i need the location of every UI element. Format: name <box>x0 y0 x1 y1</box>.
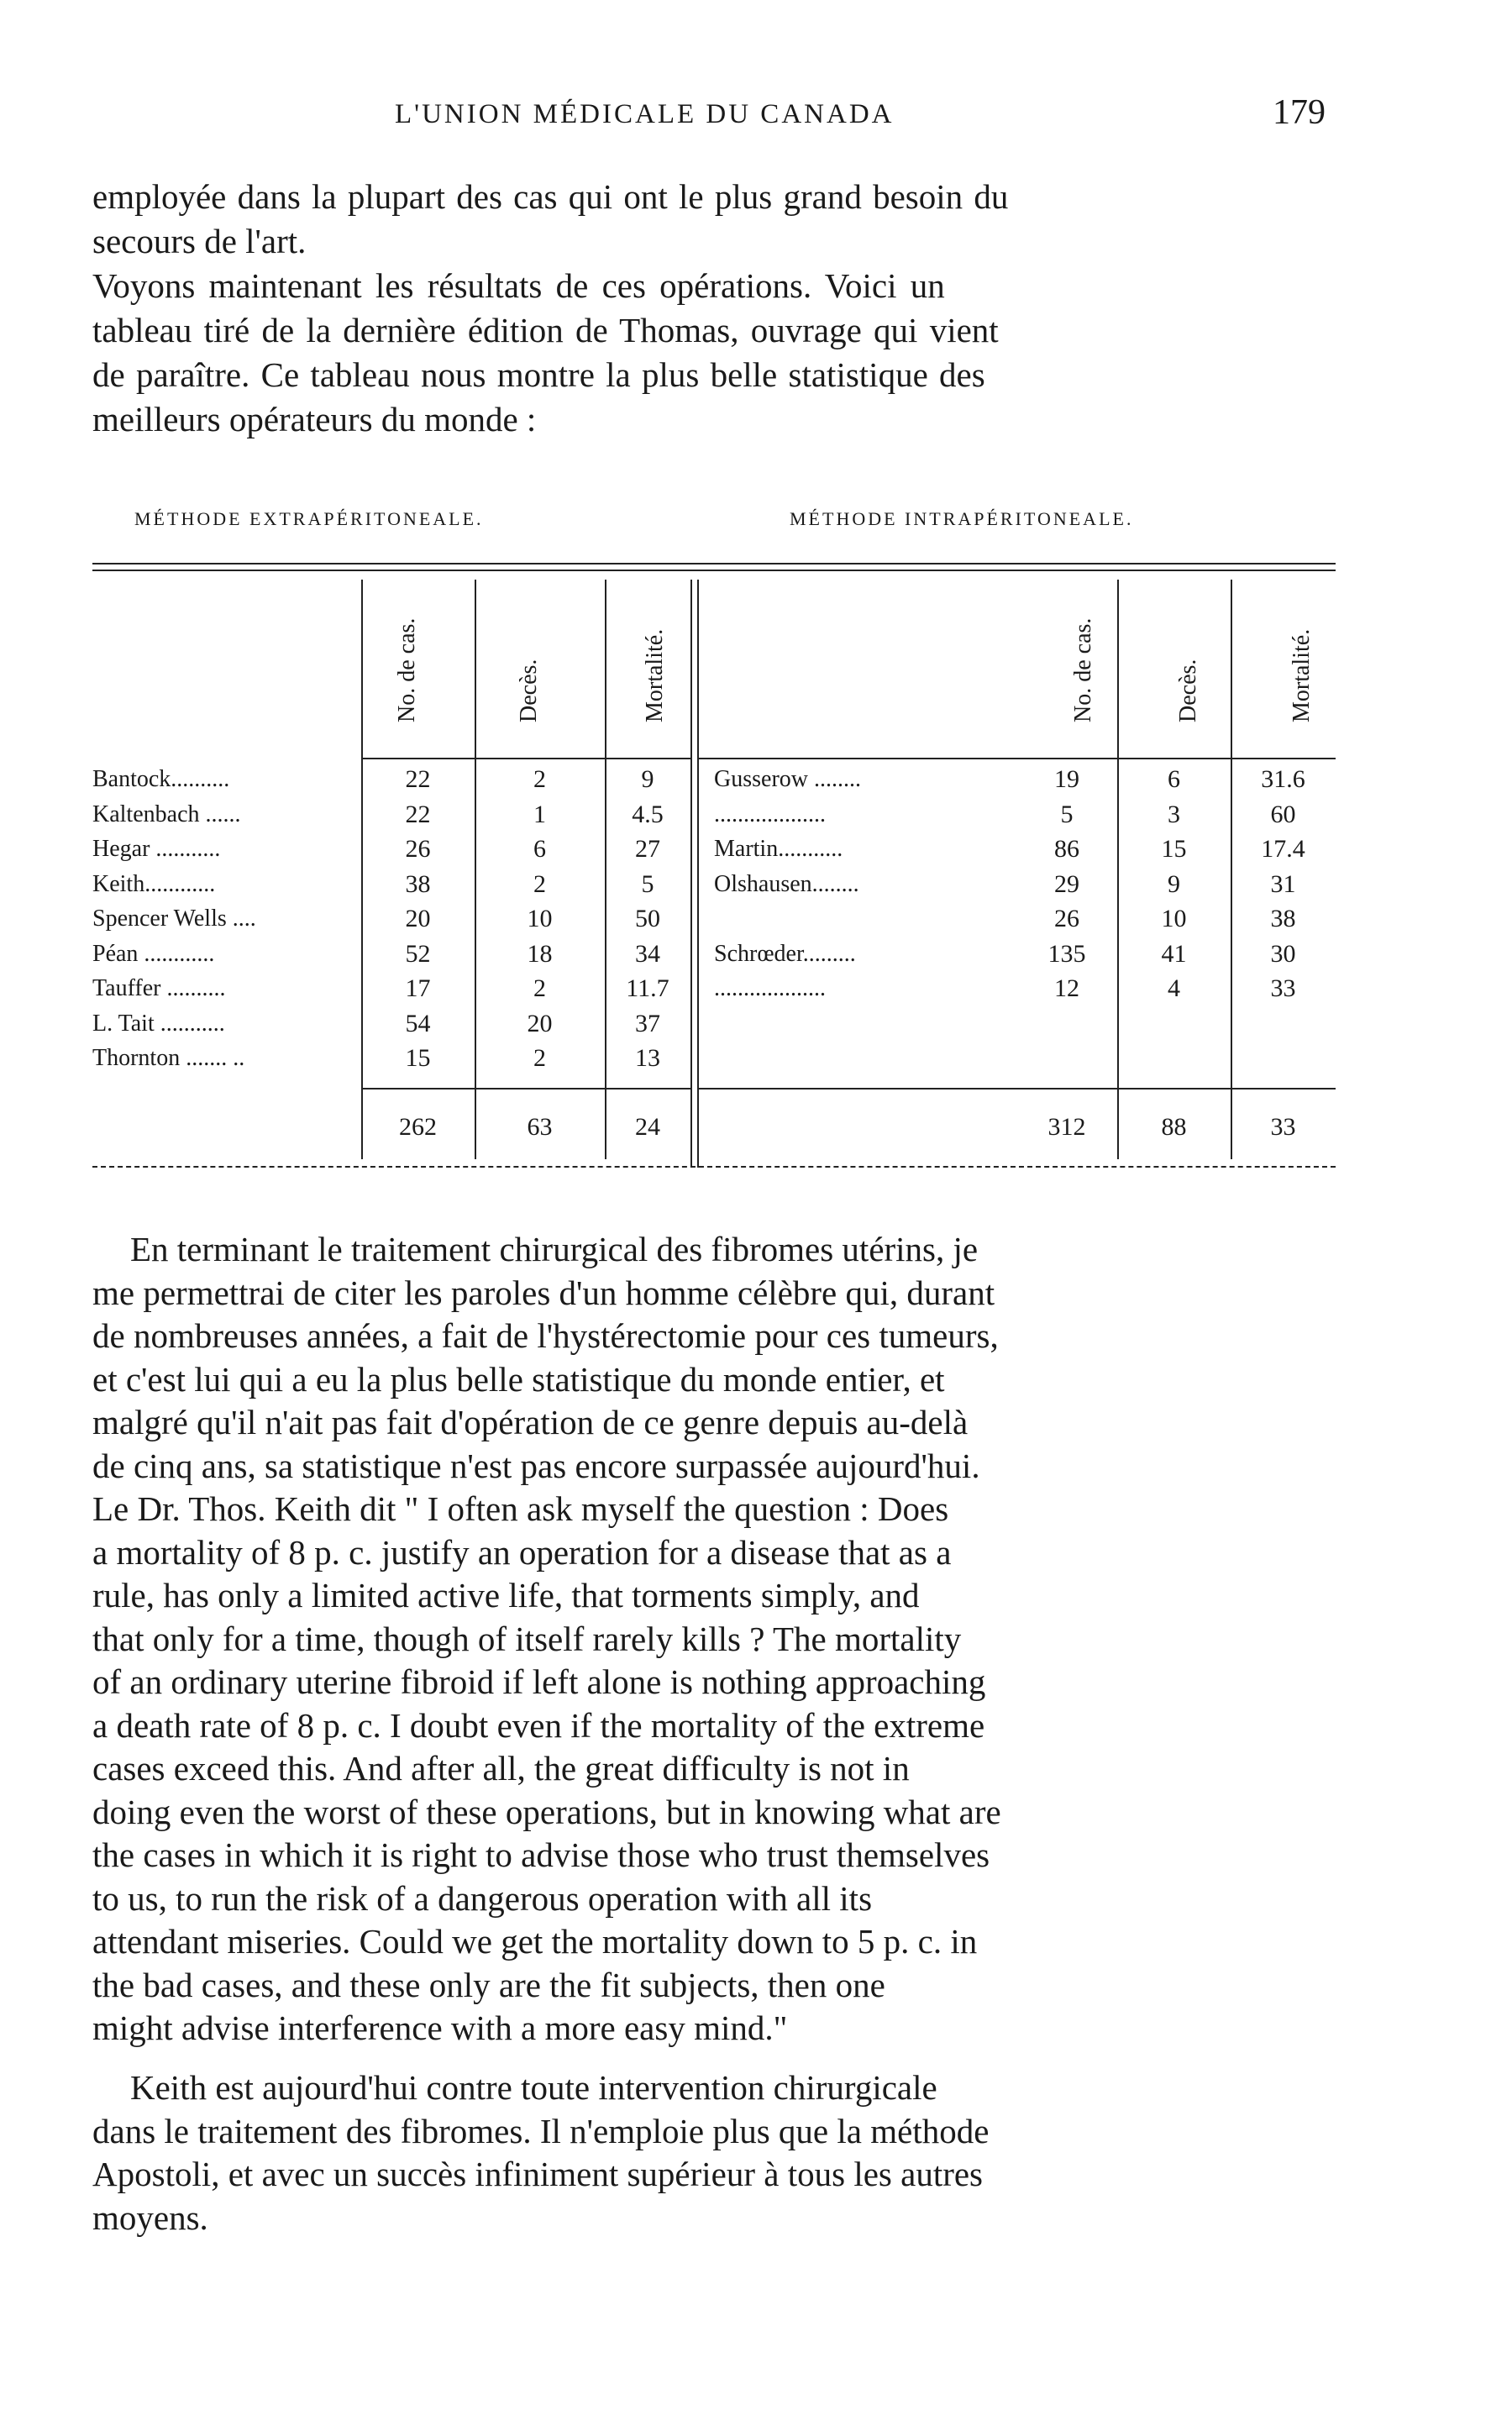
surgeon-name-cell <box>714 902 1016 936</box>
table-cell-cases: 54 <box>405 1009 431 1037</box>
column-header-cases: No. de cas. <box>394 617 420 722</box>
text-line: meilleurs opérateurs du monde : <box>92 400 537 438</box>
table-cell-cases: 22 <box>405 800 431 828</box>
closing-paragraph <box>92 1228 1001 2050</box>
table-cell-mortality: 60 <box>1270 800 1296 828</box>
header-rule <box>361 758 690 759</box>
statistics-table <box>92 563 1336 1168</box>
text-line: Keith est aujourd'hui contre toute intervention chirurgicale <box>130 2068 937 2107</box>
table-cell-mortality: 50 <box>635 905 660 932</box>
text-line: Voyons maintenant les résultats de ces opérations. Voici un <box>92 266 945 305</box>
text-line: de nombreuses années, a fait de l'hystérectomie pour ces tumeurs, <box>92 1316 999 1355</box>
table-cell-deaths: 15 <box>1161 835 1187 863</box>
text-line: me permettrai de citer les paroles d'un homme célèbre qui, durant <box>92 1273 995 1312</box>
method-divider <box>697 580 699 1168</box>
text-line: of an ordinary uterine fibroid if left alone is nothing approaching <box>92 1662 986 1701</box>
table-cell-deaths: 3 <box>1168 800 1180 828</box>
total-cases: 262 <box>399 1113 437 1141</box>
table-cell-mortality: 13 <box>635 1044 660 1072</box>
text-line: doing even the worst of these operations, but in knowing what are <box>92 1792 1001 1831</box>
table-cell-cases: 86 <box>1054 835 1079 863</box>
method-divider <box>690 580 692 1168</box>
text-line: attendant miseries. Could we get the mortality down to 5 p. c. in <box>92 1922 978 1961</box>
table-cell-cases: 26 <box>1054 905 1079 932</box>
table-cell-deaths: 10 <box>1161 905 1187 932</box>
text-line: a mortality of 8 p. c. justify an operation for a disease that as a <box>92 1532 952 1572</box>
surgeon-name-cell: Hegar ........... <box>92 836 221 862</box>
surgeon-name-cell: Gusserow ........ <box>714 766 861 792</box>
surgeon-name-cell: ................... <box>714 975 826 1001</box>
method-extra-heading: MÉTHODE EXTRAPÉRITONEALE. <box>134 508 484 529</box>
text-line: might advise interference with a more easy mind." <box>92 2008 788 2047</box>
column-header-deaths: Decès. <box>516 659 542 722</box>
column-header-mortality: Mortalité. <box>642 628 668 722</box>
text-line: moyens. <box>92 2197 208 2237</box>
table-cell-cases: 17 <box>405 974 431 1002</box>
surgeon-name-cell: Bantock.......... <box>92 766 230 792</box>
table-cell-mortality: 38 <box>1270 905 1296 932</box>
table-bottom-rule <box>92 1166 1336 1168</box>
text-line: Apostoli, et avec un succès infiniment supérieur à tous les autres <box>92 2155 984 2193</box>
table-cell-mortality: 4.5 <box>632 800 664 828</box>
table-cell-deaths: 6 <box>1168 765 1180 793</box>
table-cell-cases: 20 <box>405 905 431 932</box>
column-header-cases: No. de cas. <box>1070 617 1096 722</box>
table-cell-deaths: 2 <box>533 974 546 1002</box>
table-cell-cases: 15 <box>405 1044 431 1072</box>
table-cell-mortality: 34 <box>635 939 660 968</box>
text-line: malgré qu'il n'ait pas fait d'opération de ce genre depuis au-delà <box>92 1403 969 1441</box>
final-paragraph <box>92 2066 989 2239</box>
total-deaths: 88 <box>1161 1113 1187 1141</box>
column-header-mortality: Mortalité. <box>1289 628 1315 722</box>
table-cell-cases: 12 <box>1054 974 1079 1002</box>
text-line: dans le traitement des fibromes. Il n'emploie plus que la méthode <box>92 2111 990 2150</box>
surgeon-name-cell: Thornton ....... .. <box>92 1045 245 1071</box>
total-mortality: 33 <box>1270 1113 1296 1141</box>
text-line: a death rate of 8 p. c. I doubt even if the mortality of the extreme <box>92 1705 985 1745</box>
table-cell-mortality: 30 <box>1270 939 1296 968</box>
table-cell-cases: 135 <box>1047 939 1086 968</box>
total-rule <box>697 1088 1336 1089</box>
text-line: secours de l'art. <box>92 222 307 260</box>
table-cell-cases: 22 <box>405 765 431 793</box>
text-line: Le Dr. Thos. Keith dit " I often ask myself the question : Does <box>92 1489 949 1528</box>
text-line: to us, to run the risk of a dangerous operation with all its <box>92 1878 873 1918</box>
text-line: et c'est lui qui a eu la plus belle statistique du monde entier, et <box>92 1359 945 1399</box>
table-cell-mortality: 11.7 <box>626 974 669 1002</box>
total-deaths: 63 <box>527 1113 553 1141</box>
running-head: L'UNION MÉDICALE DU CANADA <box>395 99 895 129</box>
surgeon-name-cell: Martin........... <box>714 836 843 862</box>
total-rule <box>361 1088 690 1089</box>
text-line: the bad cases, and these only are the fit subjects, then one <box>92 1965 885 2004</box>
table-cell-mortality: 5 <box>641 869 654 898</box>
table-cell-cases: 38 <box>405 869 431 898</box>
surgeon-name-cell: Péan ............ <box>92 940 215 967</box>
table-cell-mortality: 9 <box>641 765 654 793</box>
table-cell-deaths: 2 <box>533 869 546 898</box>
text-line: the cases in which it is right to advise those who trust themselves <box>92 1835 990 1874</box>
table-cell-mortality: 27 <box>635 835 660 863</box>
header-rule <box>697 758 1336 759</box>
table-cell-deaths: 2 <box>533 1044 546 1072</box>
table-cell-deaths: 20 <box>527 1009 553 1037</box>
table-cell-mortality: 37 <box>635 1009 660 1037</box>
surgeon-name-cell: Tauffer .......... <box>92 975 226 1001</box>
table-cell-deaths: 9 <box>1168 869 1180 898</box>
surgeon-name-cell: Spencer Wells .... <box>92 906 256 932</box>
table-cell-mortality: 33 <box>1270 974 1296 1002</box>
table-cell-mortality: 17.4 <box>1261 835 1305 863</box>
table-cell-cases: 19 <box>1054 765 1079 793</box>
table-cell-cases: 26 <box>405 835 431 863</box>
method-intra-heading: MÉTHODE INTRAPÉRITONEALE. <box>790 508 1134 529</box>
surgeon-name-cell: Kaltenbach ...... <box>92 801 241 827</box>
table-cell-deaths: 1 <box>533 800 546 828</box>
table-cell-deaths: 2 <box>533 765 546 793</box>
table-cell-mortality: 31 <box>1270 869 1296 898</box>
table-cell-cases: 5 <box>1060 800 1074 828</box>
table-cell-mortality: 31.6 <box>1261 765 1305 793</box>
text-line: de cinq ans, sa statistique n'est pas encore surpassée aujourd'hui. <box>92 1446 980 1485</box>
table-cell-cases: 29 <box>1054 869 1079 898</box>
text-line: de paraître. Ce tableau nous montre la plus belle statistique des <box>92 355 985 394</box>
column-header-deaths: Decès. <box>1175 659 1201 722</box>
intro-paragraph <box>92 175 1008 442</box>
text-line: En terminant le traitement chirurgical des fibromes utérins, je <box>130 1230 979 1268</box>
surgeon-name-cell: Keith............ <box>92 870 216 897</box>
table-cell-deaths: 41 <box>1161 939 1187 968</box>
table-cell-cases: 52 <box>405 939 431 968</box>
text-line: that only for a time, though of itself rarely kills ? The mortality <box>92 1619 962 1658</box>
table-cell-deaths: 10 <box>527 905 553 932</box>
table-cell-deaths: 18 <box>527 939 553 968</box>
total-cases: 312 <box>1047 1113 1086 1141</box>
total-mortality: 24 <box>635 1113 660 1141</box>
table-top-rule <box>92 563 1336 564</box>
surgeon-name-cell: ................... <box>714 801 826 827</box>
surgeon-name-cell: L. Tait ........... <box>92 1010 225 1037</box>
table-cell-deaths: 6 <box>533 835 546 863</box>
page-number: 179 <box>1273 93 1326 132</box>
surgeon-name-cell: Olshausen........ <box>714 870 859 897</box>
table-top-rule <box>92 570 1336 571</box>
text-line: cases exceed this. And after all, the great difficulty is not in <box>92 1749 910 1788</box>
surgeon-name-cell: Schrœder......... <box>714 940 856 967</box>
text-line: rule, has only a limited active life, that torments simply, and <box>92 1576 920 1615</box>
text-line: employée dans la plupart des cas qui ont le plus grand besoin du <box>92 177 1009 216</box>
text-line: tableau tiré de la dernière édition de Thomas, ouvrage qui vient <box>92 311 999 349</box>
table-cell-deaths: 4 <box>1168 974 1180 1002</box>
